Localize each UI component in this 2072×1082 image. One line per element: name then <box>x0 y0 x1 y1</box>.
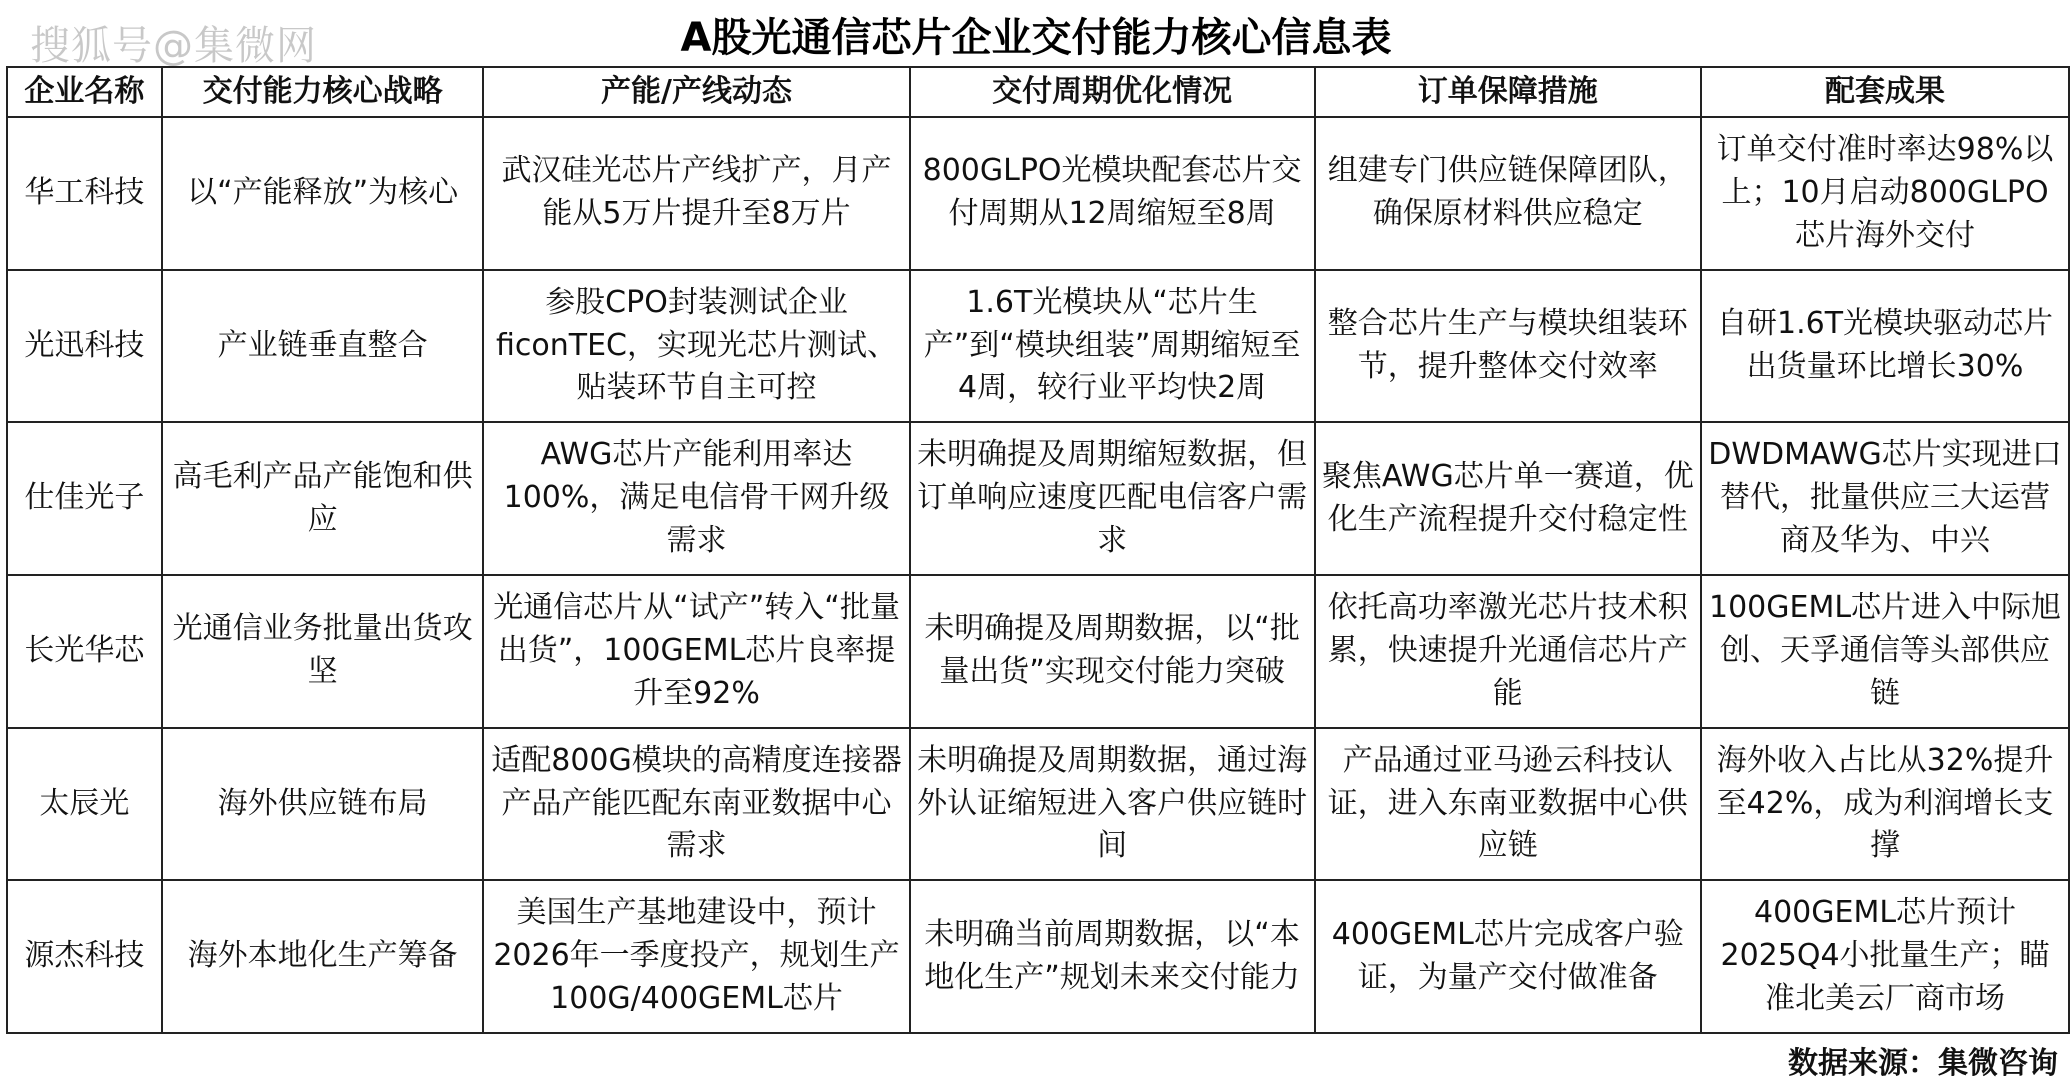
page-title: A股光通信芯片企业交付能力核心信息表 <box>680 15 1392 61</box>
company-name-cell: 太辰光 <box>7 728 162 881</box>
table-header-row <box>7 67 2069 117</box>
strategy-cell: 海外本地化生产筹备 <box>162 880 484 1033</box>
capacity-cell: 适配800G模块的高精度连接器产品产能匹配东南亚数据中心需求 <box>483 728 909 881</box>
result-cell: 自研1.6T光模块驱动芯片出货量环比增长30% <box>1701 270 2069 423</box>
order-guarantee-cell: 产品通过亚马逊云科技认证，进入东南亚数据中心供应链 <box>1315 728 1701 881</box>
table-row <box>7 575 2069 728</box>
cycle-cell: 未明确提及周期数据，以“批量出货”实现交付能力突破 <box>910 575 1315 728</box>
company-name-cell: 长光华芯 <box>7 575 162 728</box>
column-header: 产能/产线动态 <box>483 67 909 117</box>
strategy-cell: 产业链垂直整合 <box>162 270 484 423</box>
data-source-note: 数据来源：集微咨询 <box>1788 1046 2058 1081</box>
table-row <box>7 270 2069 423</box>
table-row <box>7 117 2069 270</box>
order-guarantee-cell: 依托高功率激光芯片技术积累，快速提升光通信芯片产能 <box>1315 575 1701 728</box>
capacity-cell: 武汉硅光芯片产线扩产，月产能从5万片提升至8万片 <box>483 117 909 270</box>
strategy-cell: 高毛利产品产能饱和供应 <box>162 422 484 575</box>
order-guarantee-cell: 400GEML芯片完成客户验证，为量产交付做准备 <box>1315 880 1701 1033</box>
column-header: 交付周期优化情况 <box>910 67 1315 117</box>
company-name-cell: 仕佳光子 <box>7 422 162 575</box>
table-row <box>7 422 2069 575</box>
column-header: 交付能力核心战略 <box>162 67 484 117</box>
cycle-cell: 未明确提及周期缩短数据，但订单响应速度匹配电信客户需求 <box>910 422 1315 575</box>
result-cell: DWDMAWG芯片实现进口替代，批量供应三大运营商及华为、中兴 <box>1701 422 2069 575</box>
company-name-cell: 源杰科技 <box>7 880 162 1033</box>
strategy-cell: 光通信业务批量出货攻坚 <box>162 575 484 728</box>
table-row <box>7 728 2069 881</box>
cycle-cell: 1.6T光模块从“芯片生产”到“模块组装”周期缩短至4周，较行业平均快2周 <box>910 270 1315 423</box>
cycle-cell: 未明确当前周期数据，以“本地化生产”规划未来交付能力 <box>910 880 1315 1033</box>
cycle-cell: 800GLPO光模块配套芯片交付周期从12周缩短至8周 <box>910 117 1315 270</box>
watermark: 搜狐号@集微网 <box>30 23 317 69</box>
order-guarantee-cell: 聚焦AWG芯片单一赛道，优化生产流程提升交付稳定性 <box>1315 422 1701 575</box>
capacity-cell: 参股CPO封装测试企业ficonTEC，实现光芯片测试、贴装环节自主可控 <box>483 270 909 423</box>
info-table <box>6 66 2070 1034</box>
column-header: 企业名称 <box>7 67 162 117</box>
capacity-cell: AWG芯片产能利用率达100%，满足电信骨干网升级需求 <box>483 422 909 575</box>
result-cell: 订单交付准时率达98%以上；10月启动800GLPO芯片海外交付 <box>1701 117 2069 270</box>
strategy-cell: 以“产能释放”为核心 <box>162 117 484 270</box>
result-cell: 400GEML芯片预计2025Q4小批量生产；瞄准北美云厂商市场 <box>1701 880 2069 1033</box>
result-cell: 100GEML芯片进入中际旭创、天孚通信等头部供应链 <box>1701 575 2069 728</box>
order-guarantee-cell: 整合芯片生产与模块组装环节，提升整体交付效率 <box>1315 270 1701 423</box>
capacity-cell: 光通信芯片从“试产”转入“批量出货”，100GEML芯片良率提升至92% <box>483 575 909 728</box>
company-name-cell: 光迅科技 <box>7 270 162 423</box>
table-row <box>7 880 2069 1033</box>
result-cell: 海外收入占比从32%提升至42%，成为利润增长支撑 <box>1701 728 2069 881</box>
cycle-cell: 未明确提及周期数据，通过海外认证缩短进入客户供应链时间 <box>910 728 1315 881</box>
column-header: 配套成果 <box>1701 67 2069 117</box>
capacity-cell: 美国生产基地建设中，预计2026年一季度投产，规划生产100G/400GEML芯片 <box>483 880 909 1033</box>
column-header: 订单保障措施 <box>1315 67 1701 117</box>
strategy-cell: 海外供应链布局 <box>162 728 484 881</box>
order-guarantee-cell: 组建专门供应链保障团队，确保原材料供应稳定 <box>1315 117 1701 270</box>
company-name-cell: 华工科技 <box>7 117 162 270</box>
